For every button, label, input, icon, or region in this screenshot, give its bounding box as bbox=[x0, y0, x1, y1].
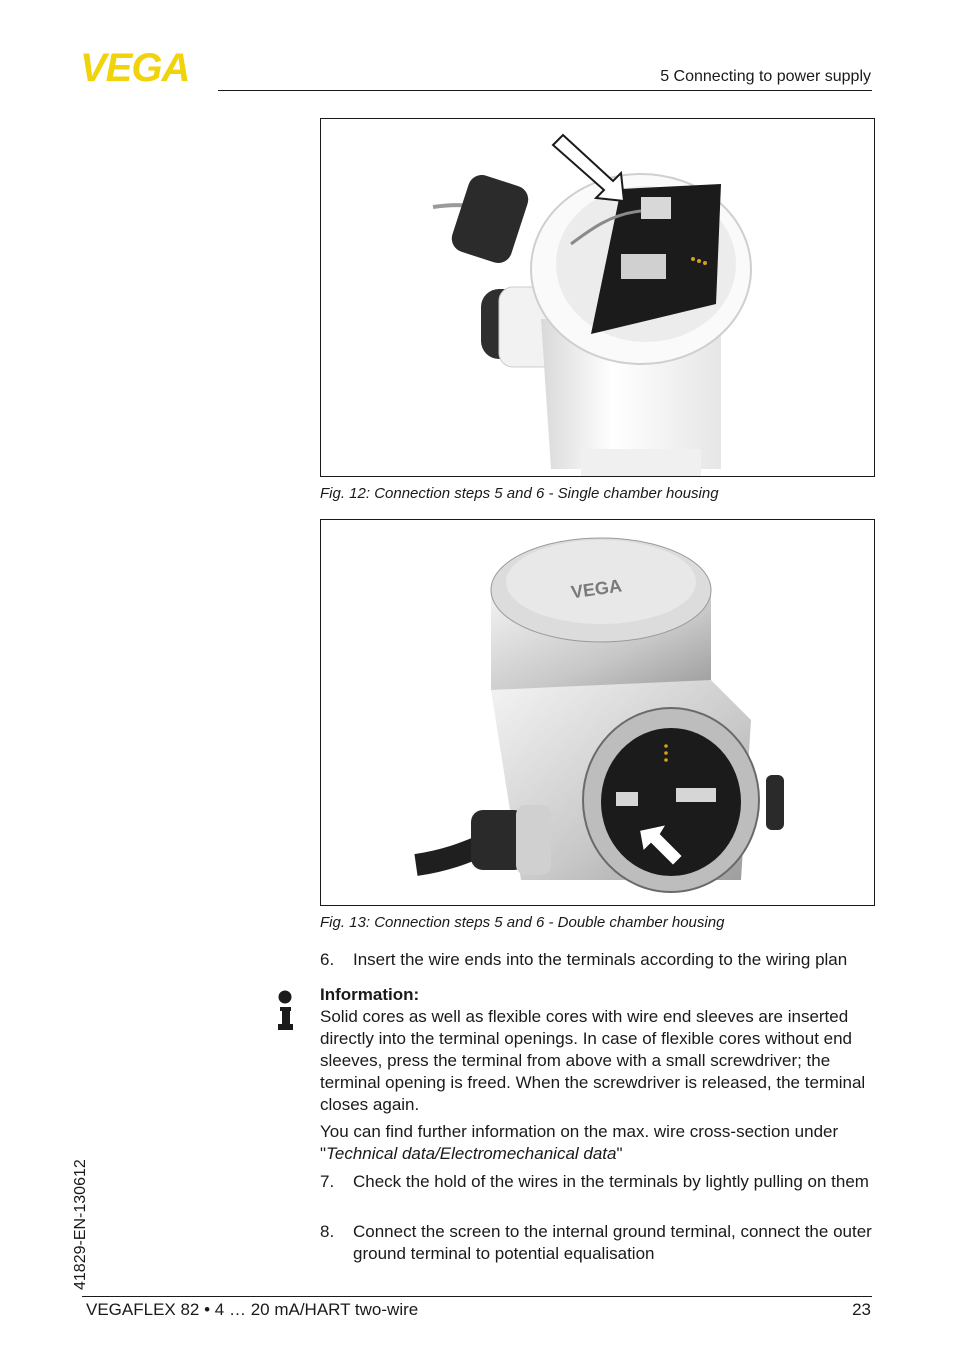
step-text: Check the hold of the wires in the terminals by lightly pulling on them bbox=[353, 1172, 869, 1191]
lid-logo: VEGA bbox=[569, 575, 624, 603]
step-text: Connect the screen to the internal ground terminal, connect the outer ground terminal to potential equalisation bbox=[353, 1222, 872, 1263]
vega-logo bbox=[80, 50, 214, 84]
further-info-reference: Technical data/Electromechanical data bbox=[326, 1144, 617, 1163]
step-text: Insert the wire ends into the terminals according to the wiring plan bbox=[353, 950, 848, 969]
section-header: 5 Connecting to power supply bbox=[660, 68, 871, 85]
footer-rule bbox=[82, 1296, 872, 1297]
further-info-quote: " bbox=[616, 1144, 623, 1163]
info-icon bbox=[275, 990, 295, 1032]
step-number: 6. bbox=[320, 950, 335, 969]
double-chamber-illustration bbox=[321, 520, 874, 905]
step-number: 8. bbox=[320, 1222, 335, 1241]
list-item bbox=[320, 1171, 876, 1215]
page-number: 23 bbox=[852, 1300, 871, 1319]
list-item bbox=[320, 1221, 876, 1265]
further-info bbox=[320, 1121, 876, 1165]
footer-product: VEGAFLEX 82 • 4 … 20 mA/HART two-wire bbox=[86, 1300, 419, 1319]
list-item bbox=[320, 949, 876, 971]
figure-caption: Fig. 12: Connection steps 5 and 6 - Single chamber housing bbox=[320, 485, 719, 502]
logo-text: VEGA bbox=[80, 50, 190, 84]
step-number: 7. bbox=[320, 1172, 335, 1191]
further-info-text: You can find further information on the max. wire cross-section under " bbox=[320, 1122, 839, 1163]
figure-caption: Fig. 13: Connection steps 5 and 6 - Double chamber housing bbox=[320, 914, 725, 931]
document-code: 41829-EN-130612 bbox=[72, 1159, 89, 1290]
figure-single-chamber-housing bbox=[320, 118, 875, 477]
info-title: Information: bbox=[320, 985, 420, 1004]
single-chamber-illustration bbox=[321, 119, 874, 476]
info-text: Solid cores as well as flexible cores with wire end sleeves are inserted directly into the terminal openings. In case of flexible cores without end sleeves, press the terminal from above with a small screwdriver; the terminal opening is freed. When the screwdriver is released, the terminal closes again. bbox=[320, 1007, 866, 1114]
header-rule bbox=[218, 90, 872, 91]
figure-double-chamber-housing bbox=[320, 519, 875, 906]
